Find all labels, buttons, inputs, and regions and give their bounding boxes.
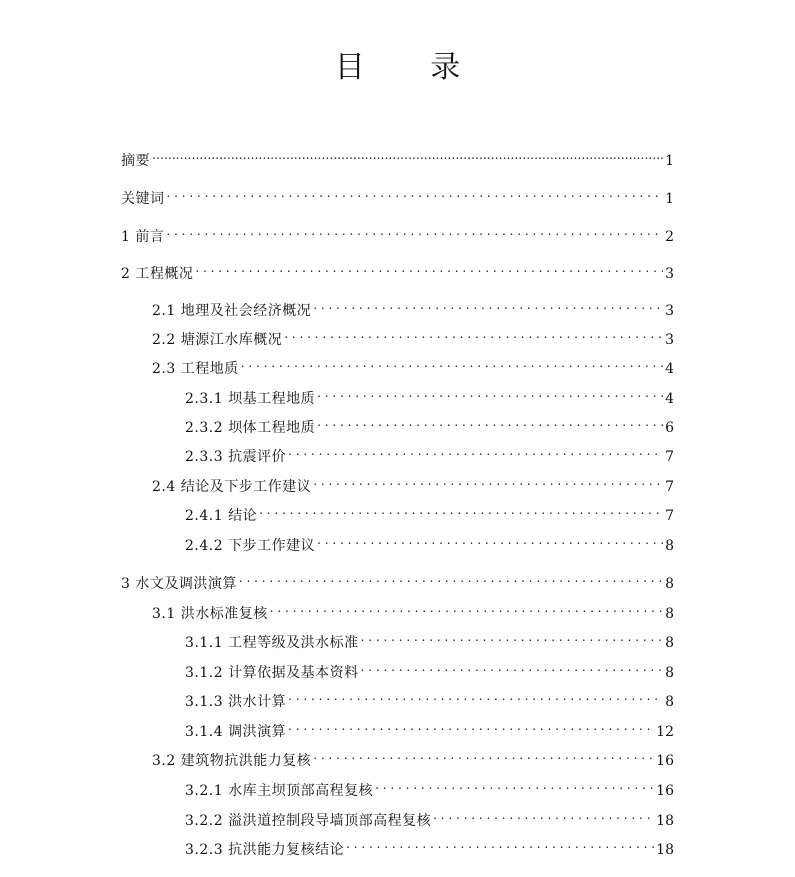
toc-entry — [152, 353, 674, 377]
toc-leader-dots — [361, 627, 664, 647]
toc-entry-page-number: 4 — [665, 361, 674, 377]
toc-entry-page-number: 18 — [656, 842, 674, 858]
toc-entry-label: 3.1.3 洪水计算 — [185, 694, 287, 710]
toc-entry-label: 2.3.3 抗震评价 — [185, 449, 287, 465]
toc-entry-page-number: 4 — [665, 391, 674, 407]
toc-entry-page-number: 7 — [665, 449, 674, 465]
toc-entry — [121, 183, 674, 207]
toc-entry — [152, 324, 674, 348]
toc-entry-page-number: 8 — [665, 606, 674, 622]
toc-entry-page-number: 8 — [665, 538, 674, 554]
toc-entry-label: 3 水文及调洪演算 — [121, 576, 237, 592]
toc-entry — [121, 145, 674, 169]
toc-entry-page-number: 2 — [665, 229, 674, 245]
toc-entry — [152, 471, 674, 495]
toc-entry-label: 2.3.1 坝基工程地质 — [185, 391, 316, 407]
toc-entry — [185, 805, 674, 829]
toc-entry-label: 2.1 地理及社会经济概况 — [152, 303, 312, 319]
toc-entry-page-number: 3 — [665, 303, 674, 319]
toc-entry — [185, 412, 674, 436]
toc-leader-dots — [361, 657, 664, 677]
toc-entry-page-number: 8 — [665, 576, 674, 592]
toc-entry — [121, 258, 674, 282]
toc-entry-page-number: 16 — [656, 753, 674, 769]
toc-entry — [152, 598, 674, 622]
toc-title: 目 录 — [334, 50, 489, 85]
toc-entry-label: 关键词 — [121, 191, 165, 207]
toc-entry — [152, 295, 674, 319]
toc-entry-page-number: 7 — [665, 479, 674, 495]
toc-entry-label: 3.2 建筑物抗洪能力复核 — [152, 753, 312, 769]
toc-leader-dots — [288, 716, 654, 736]
toc-entry-page-number: 8 — [665, 694, 674, 710]
toc-entry — [185, 627, 674, 651]
toc-entry-label: 1 前言 — [121, 229, 165, 245]
toc-entry-page-number: 6 — [665, 420, 674, 436]
toc-leader-dots — [195, 258, 663, 278]
toc-leader-dots — [346, 834, 654, 854]
toc-entry-page-number: 18 — [656, 813, 674, 829]
toc-leader-dots — [288, 686, 663, 706]
toc-entry — [185, 716, 674, 740]
toc-leader-dots — [317, 530, 663, 550]
toc-leader-dots — [317, 412, 663, 432]
toc-leader-dots — [167, 183, 664, 203]
toc-entry-page-number: 1 — [665, 191, 674, 207]
toc-entry — [185, 657, 674, 681]
toc-entry-page-number: 3 — [665, 266, 674, 282]
toc-entry — [185, 530, 674, 554]
toc-leader-dots — [152, 145, 663, 165]
toc-entry-page-number: 1 — [665, 153, 674, 169]
toc-leader-dots — [313, 471, 663, 491]
toc-entry-label: 2 工程概况 — [121, 266, 194, 282]
toc-leader-dots — [313, 295, 663, 315]
toc-leader-dots — [317, 383, 663, 403]
toc-entry-label: 2.2 塘源江水库概况 — [152, 332, 283, 348]
toc-entry-label: 2.3 工程地质 — [152, 361, 239, 377]
toc-entry-label: 2.4 结论及下步工作建议 — [152, 479, 312, 495]
toc-entry-page-number: 7 — [665, 508, 674, 524]
toc-entry-page-number: 3 — [665, 332, 674, 348]
toc-entry-page-number: 16 — [656, 783, 674, 799]
toc-entry-label: 2.4.2 下步工作建议 — [185, 538, 316, 554]
toc-entry-label: 3.1.4 调洪演算 — [185, 724, 287, 740]
toc-entry — [152, 745, 674, 769]
toc-entry-label: 3.1 洪水标准复核 — [152, 606, 268, 622]
toc-entry — [121, 221, 674, 245]
toc-leader-dots — [375, 775, 654, 795]
toc-entry-label: 3.2.2 溢洪道控制段导墙顶部高程复核 — [185, 813, 432, 829]
toc-entry-page-number: 12 — [656, 724, 674, 740]
toc-leader-dots — [259, 500, 663, 520]
toc-entry — [185, 383, 674, 407]
toc-leader-dots — [241, 353, 663, 373]
toc-entry-label: 3.2.1 水库主坝顶部高程复核 — [185, 783, 374, 799]
toc-leader-dots — [270, 598, 663, 618]
toc-leader-dots — [313, 745, 654, 765]
toc-leader-dots — [284, 324, 663, 344]
toc-entry — [185, 834, 674, 858]
toc-leader-dots — [288, 441, 663, 461]
toc-entry — [185, 775, 674, 799]
toc-leader-dots — [433, 805, 654, 825]
toc-leader-dots — [166, 221, 663, 241]
toc-entry — [185, 686, 674, 710]
toc-entry-page-number: 8 — [665, 665, 674, 681]
toc-entry-label: 摘要 — [121, 153, 150, 169]
toc-entry-label: 3.2.3 抗洪能力复核结论 — [185, 842, 345, 858]
toc-entry — [185, 500, 674, 524]
toc-entry-label: 3.1.1 工程等级及洪水标准 — [185, 635, 359, 651]
toc-entry-label: 2.4.1 结论 — [185, 508, 258, 524]
toc-entry — [185, 441, 674, 465]
toc-entry — [121, 568, 674, 592]
toc-entry-label: 2.3.2 坝体工程地质 — [185, 420, 316, 436]
toc-leader-dots — [239, 568, 663, 588]
toc-entry-page-number: 8 — [665, 635, 674, 651]
toc-entry-label: 3.1.2 计算依据及基本资料 — [185, 665, 359, 681]
